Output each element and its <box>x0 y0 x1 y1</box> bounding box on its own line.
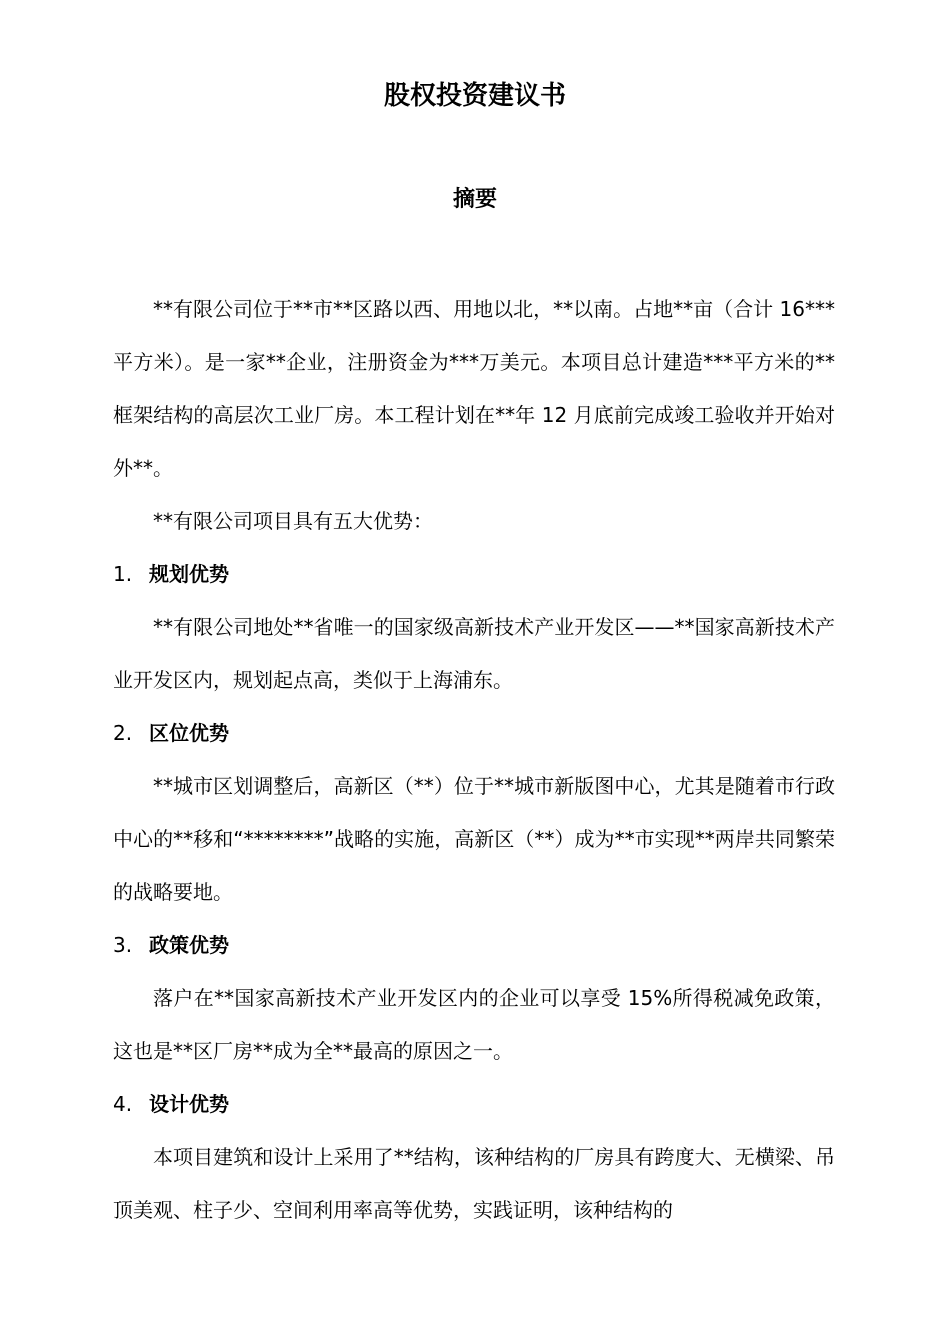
section-heading-design <box>113 1078 835 1131</box>
section-title: 政策优势 <box>149 933 229 957</box>
document-body <box>113 283 835 1237</box>
advantages-lead-paragraph: **有限公司项目具有五大优势： <box>153 509 433 533</box>
section-title: 设计优势 <box>149 1092 229 1116</box>
section-number: 4. <box>113 1092 133 1116</box>
section-paragraph-policy: 落户在**国家高新技术产业开发区内的企业可以享受 15%所得税减免政策，这也是**区厂房**成为全**最高的原因之一。 <box>113 986 835 1063</box>
section-paragraph-planning: **有限公司地处**省唯一的国家级高新技术产业开发区——**国家高新技术产业开发区内，规划起点高，类似于上海浦东。 <box>113 615 835 692</box>
section-number: 2. <box>113 721 133 745</box>
section-heading-location <box>113 707 835 760</box>
section-number: 3. <box>113 933 133 957</box>
document-title: 股权投资建议书 <box>383 81 566 111</box>
section-paragraph-design: 本项目建筑和设计上采用了**结构，该种结构的厂房具有跨度大、无横梁、吊顶美观、柱子少、空间利用率高等优势，实践证明，该种结构的 <box>113 1145 835 1222</box>
intro-paragraph: **有限公司位于**市**区路以西、用地以北，**以南。占地**亩（合计 16***平方米）。是一家**企业，注册资金为***万美元。本项目总计建造***平方米的**框架结构的高层次工业厂房。本工程计划在**年 12 月底前完成竣工验收并开始对外**。 <box>113 297 835 480</box>
abstract-heading: 摘要 <box>452 187 497 212</box>
section-heading-planning <box>113 548 835 601</box>
section-number: 1. <box>113 562 133 586</box>
section-title: 规划优势 <box>149 562 229 586</box>
section-paragraph-location: **城市区划调整后，高新区（**）位于**城市新版图中心，尤其是随着市行政中心的**移和“********”战略的实施，高新区（**）成为**市实现**两岸共同繁荣的战略要地。 <box>113 774 835 904</box>
section-title: 区位优势 <box>149 721 229 745</box>
section-heading-policy <box>113 919 835 972</box>
